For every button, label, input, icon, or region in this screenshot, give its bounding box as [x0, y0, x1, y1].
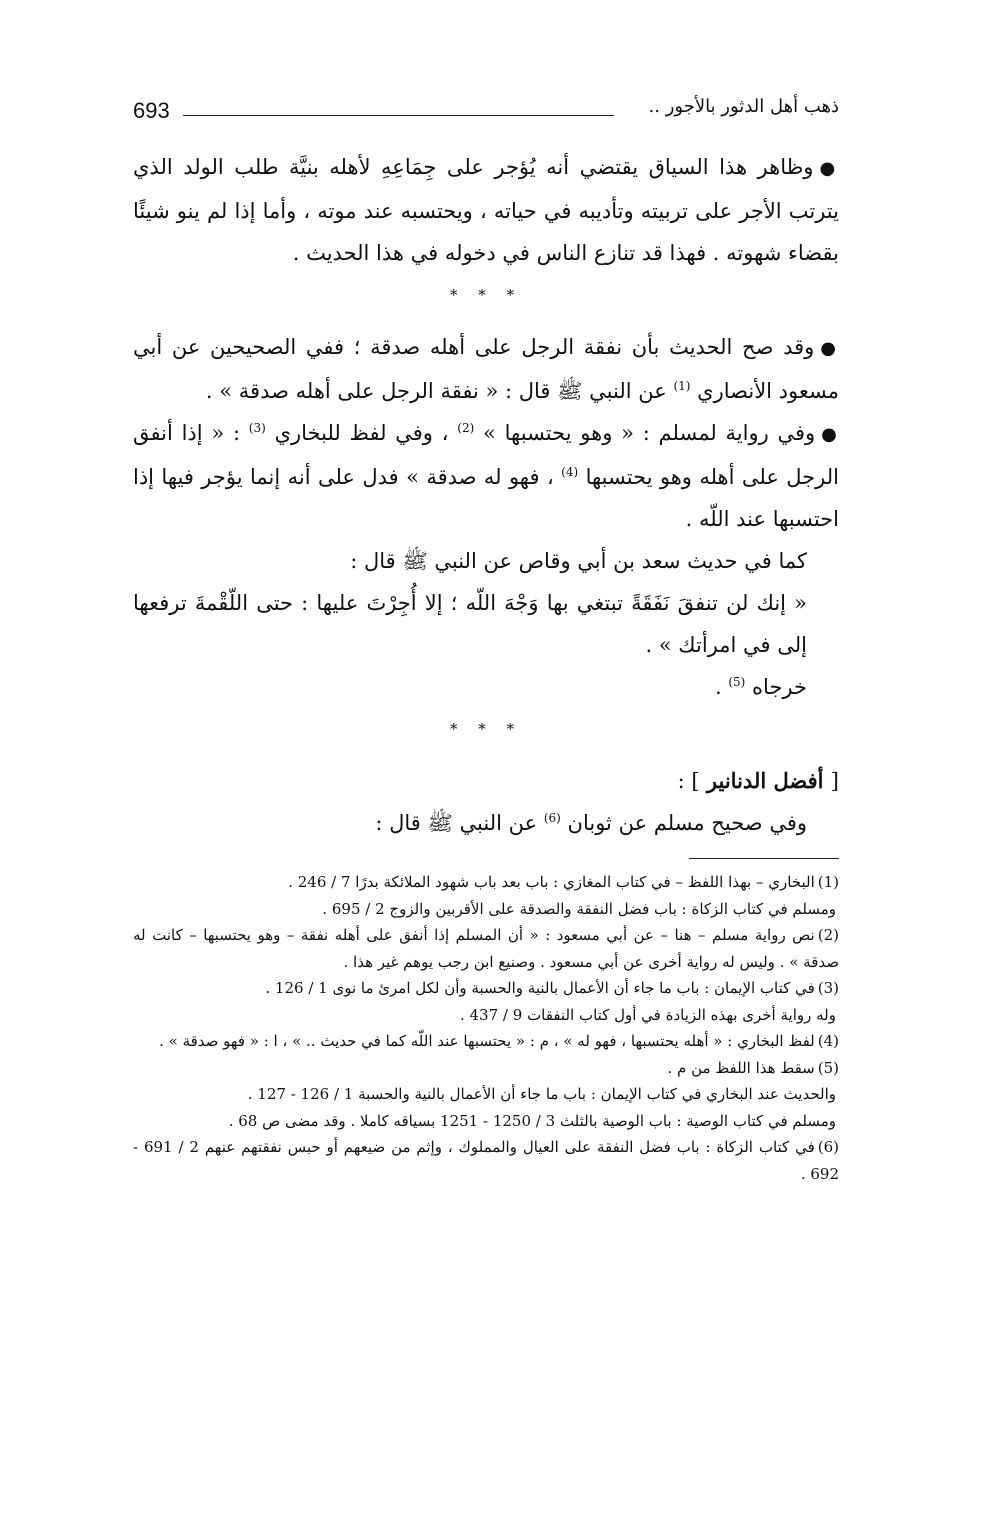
paragraph-5-end: . — [714, 675, 722, 699]
section-separator: * * * — [449, 286, 523, 304]
paragraph-2 — [133, 326, 839, 412]
header-title: ذهب أهل الدثور بالأجور .. — [648, 96, 839, 117]
footnote — [133, 896, 839, 923]
footnote-ref-3[interactable]: (3) — [248, 421, 266, 435]
footnote-ref-2[interactable]: (2) — [457, 421, 475, 435]
paragraph-4: كما في حديث سعد بن أبي وقاص عن النبي ﷺ قال : — [350, 549, 807, 573]
footnote — [133, 922, 839, 975]
footnote-divider — [689, 858, 839, 859]
footnotes — [133, 869, 839, 1187]
paragraph-3-text-d: ، فهو له صدقة » فدل على أنه إنما يؤجر فيها إذا احتسبها عند اللّه . — [133, 465, 839, 531]
footnote-number: (5) — [817, 1058, 839, 1077]
footnote-text: في كتاب الإيمان : باب ما جاء أن الأعمال بالنية والحسبة وأن لكل امرئ ما نوى 1 / 126 . — [265, 979, 815, 997]
footnote-text: البخاري – بهذا اللفظ – في كتاب المغازي : باب بعد باب شهود الملائكة بدرًا 7 / 246 . — [288, 873, 815, 891]
bullet-icon: ● — [821, 424, 839, 445]
footnote-ref-4[interactable]: (4) — [561, 465, 579, 479]
footnote — [133, 1002, 839, 1029]
footnote — [133, 869, 839, 896]
footnote-text: سقط هذا اللفظ من م . — [667, 1058, 815, 1077]
footnote-ref-5[interactable]: (5) — [728, 675, 746, 689]
hadith-quote: « إنك لن تنفقَ نَفَقَةً تبتغي بها وَجْهَ اللّه ؛ إلا أُجِرْتَ عليها : حتى اللّقْمةَ ترفعها إلى في امرأتك » . — [133, 591, 807, 657]
paragraph-2-text-a: وقد صح الحديث بأن نفقة الرجل على أهله صدقة ؛ ففي الصحيحين عن أبي مسعود الأنصاري — [133, 335, 839, 403]
paragraph-6-text-b: عن النبي ﷺ قال : — [375, 811, 538, 835]
footnote-text: في كتاب الزكاة : باب فضل النفقة على العيال والمملوك ، وإثم من ضيعهم أو حبس نفقتهم عنهم 2 / 691 - 692 . — [133, 1138, 839, 1183]
footnote-ref-1[interactable]: (1) — [673, 379, 691, 393]
paragraph-3-text-a: وفي رواية لمسلم : « وهو يحتسبها » — [483, 421, 816, 445]
footnote-number: (3) — [817, 979, 839, 997]
footnote-number: (4) — [817, 1032, 839, 1050]
section-heading — [133, 760, 839, 802]
footnote-text: ومسلم في كتاب الزكاة : باب فضل النفقة والصدقة على الأقربين والزوج 2 / 695 . — [322, 899, 836, 918]
paragraph-3-text-b: ، وفي لفظ للبخاري — [274, 421, 449, 445]
heading-text: أفضل الدنانير — [706, 768, 824, 793]
footnote-text: لفظ البخاري : « أهله يحتسبها ، فهو له » ، م : « يحتسبها عند اللّه كما في حديث .. » ، ا : « فهو صدقة » . — [159, 1032, 815, 1050]
footnote — [133, 1081, 839, 1108]
paragraph-2-text-b: عن النبي ﷺ قال : « نفقة الرجل على أهله صدقة » . — [205, 379, 667, 403]
bullet-icon: ● — [819, 158, 839, 179]
paragraph-1 — [133, 146, 839, 274]
footnote-number: (6) — [817, 1138, 840, 1156]
footnote-number: (2) — [817, 926, 839, 944]
paragraph-3-text-c: : « إذا أنفق الرجل على أهله وهو يحتسبها — [133, 421, 839, 489]
header-rule — [183, 115, 614, 116]
paragraph-5 — [133, 666, 839, 708]
bullet-icon: ● — [820, 338, 839, 359]
footnote-text: وله رواية أخرى بهذه الزيادة في أول كتاب النفقات 9 / 437 . — [459, 1005, 836, 1024]
footnote — [133, 1028, 839, 1055]
footnote-number: (1) — [817, 873, 839, 891]
footnote — [133, 1134, 839, 1187]
paragraph-6 — [133, 802, 839, 844]
book-page — [133, 96, 839, 1187]
paragraph-5-text: خرجاه — [752, 675, 807, 699]
main-text — [133, 146, 839, 844]
running-header — [133, 96, 839, 130]
paragraph-6-text-a: وفي صحيح مسلم عن ثوبان — [567, 811, 807, 835]
heading-open-bracket: [ — [830, 769, 839, 793]
footnote-ref-6[interactable]: (6) — [543, 811, 561, 825]
section-separator: * * * — [449, 720, 523, 738]
footnote-text: نص رواية مسلم – هنا – عن أبي مسعود : « أن المسلم إذا أنفق على أهله نفقة – وهو يحتسبها – كانت له صدقة » . وليس له رواية أخرى عن أبي مسعود . وصنيع ابن رجب يوهم غير هذا . — [133, 926, 839, 971]
footnote — [133, 975, 839, 1002]
footnote-text: والحديث عند البخاري في كتاب الإيمان : باب ما جاء أن الأعمال بالنية والحسبة 1 / 126 - 127 . — [247, 1085, 836, 1103]
heading-close-bracket: ] : — [677, 769, 700, 793]
footnote-text: ومسلم في كتاب الوصية : باب الوصية بالثلث 3 / 1250 - 1251 بسياقه كاملا . وقد مضى ص 68 . — [228, 1111, 836, 1130]
footnote — [133, 1108, 839, 1135]
paragraph-1-text: وظاهر هذا السياق يقتضي أنه يُؤجر على جِمَاعِهِ لأهله بنيَّة طلب الولد الذي يترتب الأجر على تربيته وتأديبه في حياته ، ويحتسبه عند موته ، وأما إذا لم ينو شيئًا بقضاء شهوته . فهذا قد تنازع الناس في دخوله في هذا الحديث . — [133, 155, 839, 265]
footnote — [133, 1055, 839, 1082]
paragraph-3 — [133, 412, 839, 540]
page-number: 693 — [133, 98, 170, 123]
